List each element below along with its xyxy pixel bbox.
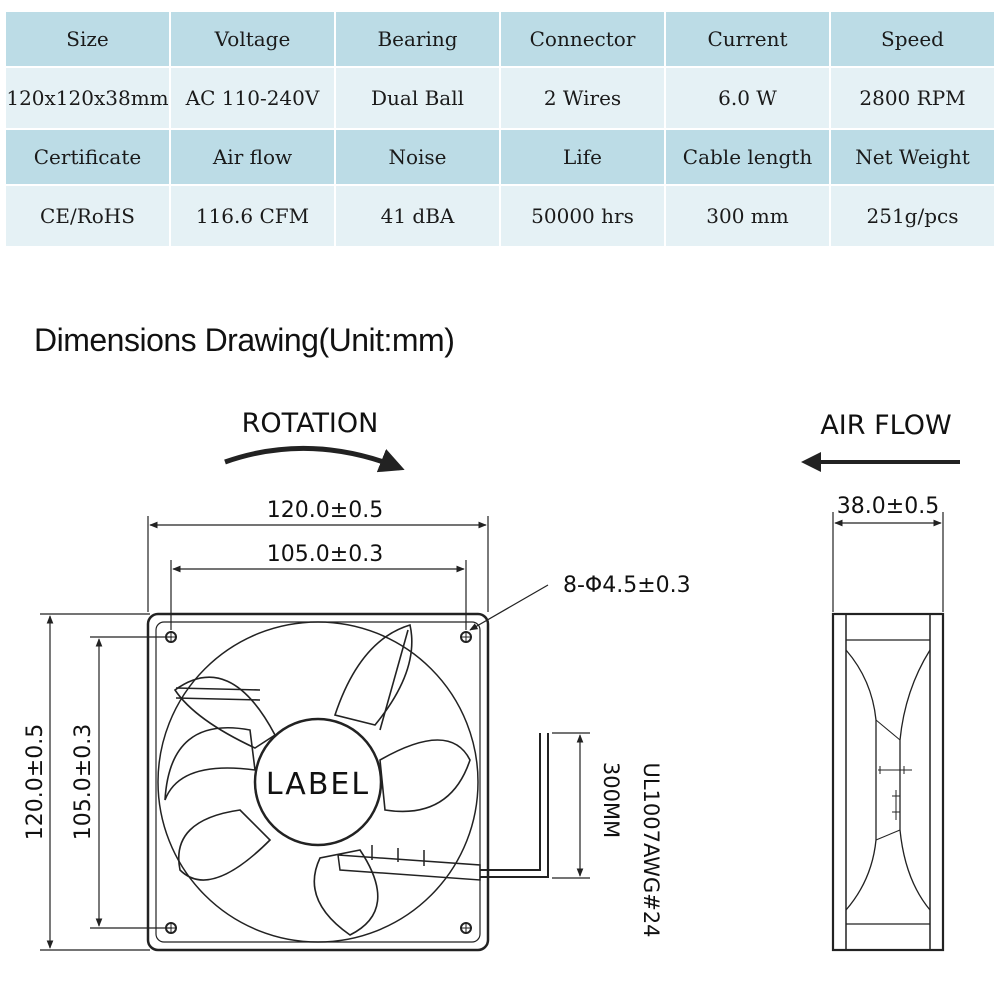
- spec-value-row: [6, 68, 994, 128]
- spec-header-cell: Cable length: [666, 130, 829, 184]
- spec-value-cell: 300 mm: [666, 186, 829, 246]
- spec-header-cell: Size: [6, 12, 169, 66]
- rotation-arrow: [225, 448, 400, 468]
- wire-spec-label: UL1007AWG#24: [639, 762, 663, 938]
- rotation-label: ROTATION: [241, 408, 379, 439]
- spec-header-cell: Voltage: [171, 12, 334, 66]
- side-view: [833, 512, 943, 950]
- spec-value-cell: 116.6 CFM: [171, 186, 334, 246]
- cable-length-label: 300MM: [599, 761, 623, 839]
- spec-value-cell: 50000 hrs: [501, 186, 664, 246]
- spec-value-cell: 251g/pcs: [831, 186, 994, 246]
- spec-header-row: [6, 130, 994, 184]
- spec-value-cell: 2 Wires: [501, 68, 664, 128]
- hub-label: LABEL: [265, 767, 371, 802]
- spec-value-row: [6, 186, 994, 246]
- front-height-dim-label: 120.0±0.5: [23, 723, 48, 841]
- dimensions-drawing: [0, 270, 1000, 1000]
- front-width-dim-label: 120.0±0.5: [266, 498, 384, 523]
- front-hole-width-dim-label: 105.0±0.3: [266, 542, 384, 567]
- spec-header-cell: Speed: [831, 12, 994, 66]
- spec-value-cell: Dual Ball: [336, 68, 499, 128]
- spec-value-cell: 6.0 W: [666, 68, 829, 128]
- spec-header-row: [6, 12, 994, 66]
- front-view: [40, 516, 590, 950]
- spec-header-cell: Air flow: [171, 130, 334, 184]
- spec-header-cell: Bearing: [336, 12, 499, 66]
- spec-table: [4, 10, 996, 248]
- spec-value-cell: 2800 RPM: [831, 68, 994, 128]
- airflow-label: AIR FLOW: [820, 410, 952, 441]
- spec-header-cell: Net Weight: [831, 130, 994, 184]
- spec-header-cell: Current: [666, 12, 829, 66]
- mount-hole-label: 8-Φ4.5±0.3: [563, 573, 691, 598]
- spec-value-cell: 41 dBA: [336, 186, 499, 246]
- spec-header-cell: Connector: [501, 12, 664, 66]
- spec-value-cell: 120x120x38mm: [6, 68, 169, 128]
- side-depth-dim-label: 38.0±0.5: [836, 494, 940, 519]
- spec-value-cell: AC 110-240V: [171, 68, 334, 128]
- spec-header-cell: Noise: [336, 130, 499, 184]
- drawing-title: Dimensions Drawing(Unit:mm): [34, 322, 455, 358]
- spec-header-cell: Certificate: [6, 130, 169, 184]
- spec-value-cell: CE/RoHS: [6, 186, 169, 246]
- front-hole-height-dim-label: 105.0±0.3: [71, 723, 96, 841]
- spec-header-cell: Life: [501, 130, 664, 184]
